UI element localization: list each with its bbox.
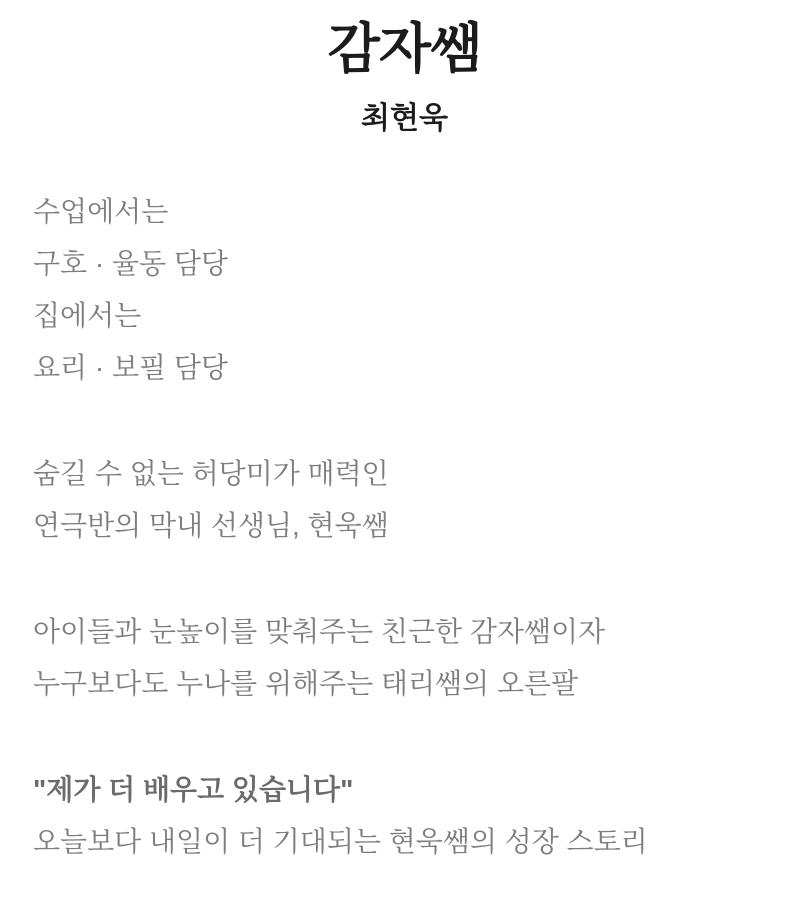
stanza-relationships — [33, 606, 776, 710]
stanza-duties — [33, 186, 776, 394]
bio-line: 수업에서는 — [33, 196, 169, 227]
quote-line: "제가 더 배우고 있습니다" — [33, 774, 354, 805]
bio-line: 구호 · 율동 담당 — [33, 248, 228, 279]
bio-line: 아이들과 눈높이를 맞춰주는 친근한 감자쌤이자 — [33, 616, 606, 647]
bio-line: 연극반의 막내 선생님, 현욱쌤 — [33, 510, 389, 541]
bio-line: 오늘보다 내일이 더 기대되는 현욱쌤의 성장 스토리 — [33, 826, 648, 857]
stanza-charm — [33, 448, 776, 552]
bio-line: 숨길 수 없는 허당미가 매력인 — [33, 458, 389, 489]
bio-line: 누구보다도 누나를 위해주는 태리쌤의 오른팔 — [33, 668, 579, 699]
stanza-quote — [33, 764, 776, 868]
bio-line: 집에서는 — [33, 300, 142, 331]
author-name: 최현욱 — [361, 102, 448, 135]
bio-line: 요리 · 보필 담당 — [33, 352, 228, 383]
page-title: 감자쌤 — [327, 19, 482, 79]
bio-text — [33, 186, 776, 868]
